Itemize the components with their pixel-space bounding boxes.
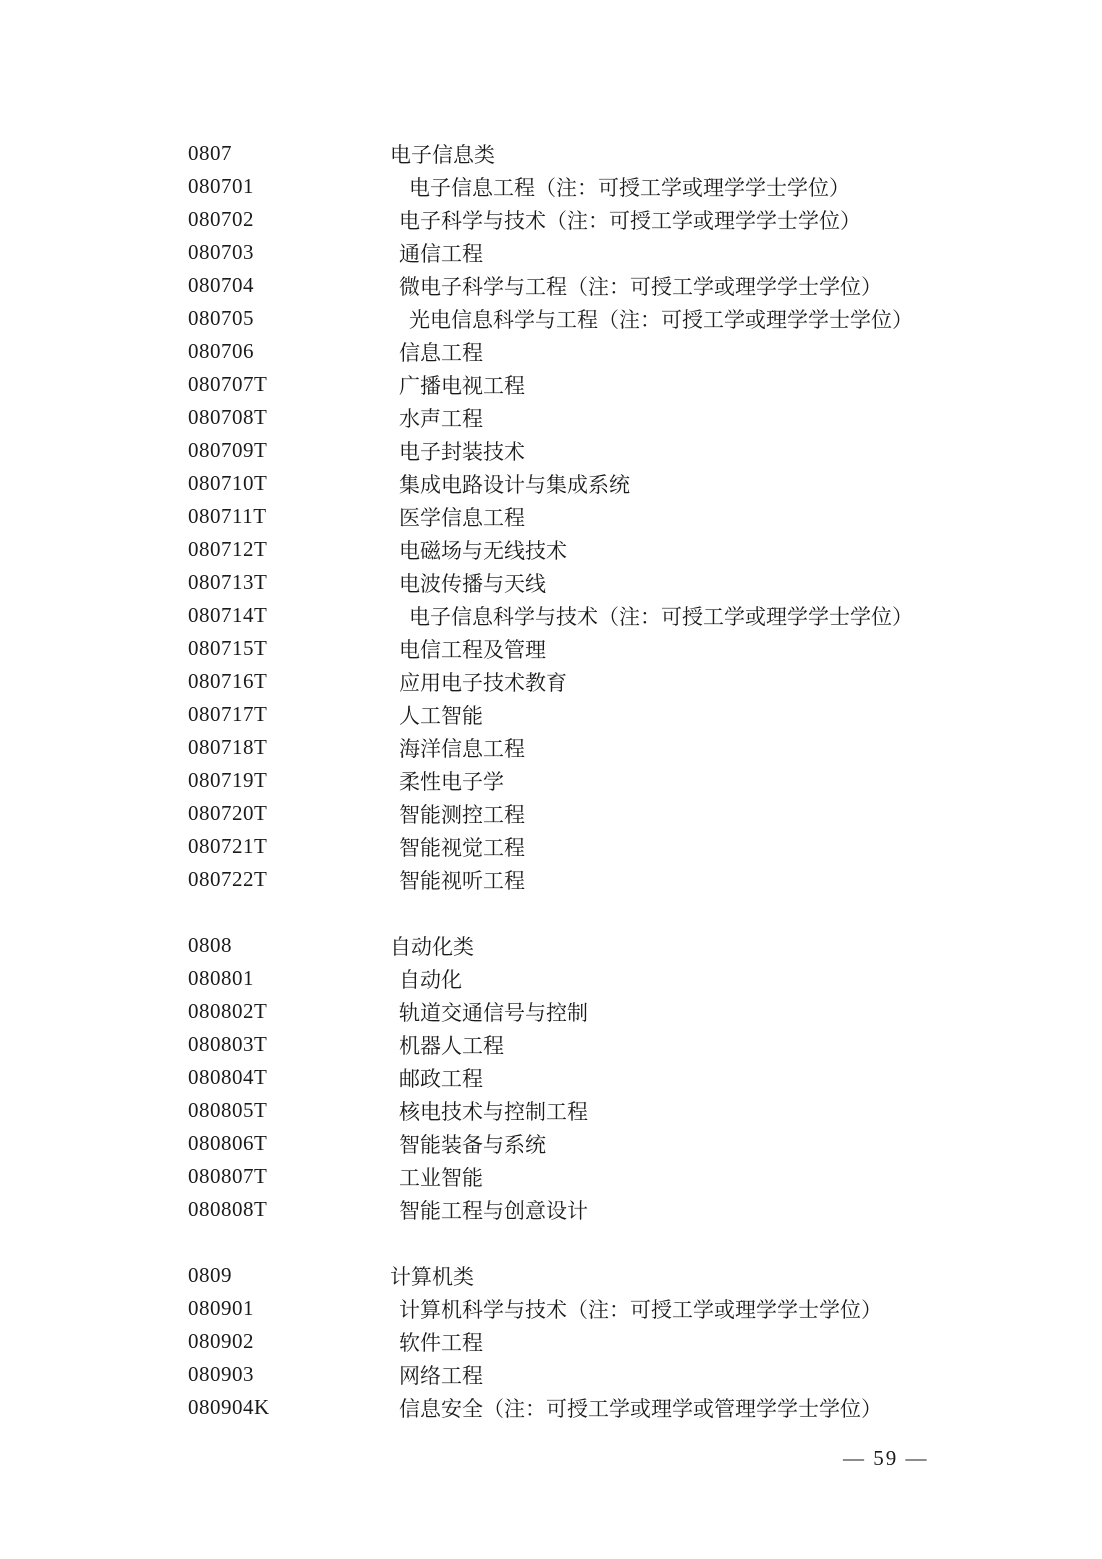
major-name: 应用电子技术教育 (399, 671, 567, 695)
major-name: 智能工程与创意设计 (399, 1199, 588, 1223)
major-name: 医学信息工程 (399, 506, 525, 530)
catalog-row (188, 1292, 1008, 1325)
major-code: 080904K (188, 1395, 270, 1419)
major-name: 计算机科学与技术（注：可授工学或理学学士学位） (399, 1298, 882, 1322)
catalog-row (188, 401, 1008, 434)
major-name: 智能视听工程 (399, 869, 525, 893)
major-code: 080722T (188, 867, 268, 891)
major-code: 080902 (188, 1329, 254, 1353)
major-code: 080713T (188, 570, 268, 594)
major-code: 080802T (188, 999, 268, 1023)
catalog-row (188, 566, 1008, 599)
major-catalog-list (188, 137, 1008, 1424)
major-code: 080701 (188, 174, 254, 198)
major-name: 智能测控工程 (399, 803, 525, 827)
major-code: 080703 (188, 240, 254, 264)
major-name: 水声工程 (399, 407, 483, 431)
catalog-row (188, 731, 1008, 764)
major-code: 080709T (188, 438, 268, 462)
catalog-row (188, 962, 1008, 995)
major-code: 080706 (188, 339, 254, 363)
major-name: 机器人工程 (399, 1034, 504, 1058)
major-code: 080808T (188, 1197, 268, 1221)
major-name: 微电子科学与工程（注：可授工学或理学学士学位） (399, 275, 882, 299)
major-name: 集成电路设计与集成系统 (399, 473, 630, 497)
catalog-row (188, 170, 1008, 203)
catalog-row (188, 632, 1008, 665)
catalog-row (188, 1094, 1008, 1127)
major-code: 080702 (188, 207, 254, 231)
category-row (188, 929, 1008, 962)
page-footer (843, 1446, 929, 1471)
catalog-row (188, 863, 1008, 896)
major-name: 光电信息科学与工程（注：可授工学或理学学士学位） (409, 308, 913, 332)
category-code: 0807 (188, 141, 232, 165)
major-code: 080720T (188, 801, 268, 825)
catalog-row (188, 830, 1008, 863)
major-name: 邮政工程 (399, 1067, 483, 1091)
catalog-row (188, 1028, 1008, 1061)
major-code: 080901 (188, 1296, 254, 1320)
major-code: 080714T (188, 603, 268, 627)
major-code: 080712T (188, 537, 268, 561)
major-code: 080716T (188, 669, 268, 693)
major-code: 080806T (188, 1131, 268, 1155)
major-code: 080707T (188, 372, 268, 396)
major-name: 人工智能 (399, 704, 483, 728)
major-name: 网络工程 (399, 1364, 483, 1388)
section-spacer (188, 1226, 1008, 1259)
major-name: 电波传播与天线 (399, 572, 546, 596)
catalog-row (188, 335, 1008, 368)
category-row (188, 1259, 1008, 1292)
major-code: 080903 (188, 1362, 254, 1386)
major-code: 080708T (188, 405, 268, 429)
catalog-row (188, 269, 1008, 302)
page-number: — 59 — (843, 1446, 929, 1470)
major-code: 080801 (188, 966, 254, 990)
category-code: 0809 (188, 1263, 232, 1287)
major-name: 信息安全（注：可授工学或理学或管理学学士学位） (399, 1397, 882, 1421)
major-name: 核电技术与控制工程 (399, 1100, 588, 1124)
major-code: 080719T (188, 768, 268, 792)
catalog-row (188, 1193, 1008, 1226)
major-name: 轨道交通信号与控制 (399, 1001, 588, 1025)
major-code: 080804T (188, 1065, 268, 1089)
catalog-row (188, 434, 1008, 467)
major-name: 电子科学与技术（注：可授工学或理学学士学位） (399, 209, 861, 233)
major-name: 通信工程 (399, 242, 483, 266)
catalog-row (188, 500, 1008, 533)
category-name: 电子信息类 (390, 143, 495, 167)
major-name: 柔性电子学 (399, 770, 504, 794)
major-name: 智能装备与系统 (399, 1133, 546, 1157)
major-name: 自动化 (399, 968, 462, 992)
major-code: 080803T (188, 1032, 268, 1056)
catalog-row (188, 698, 1008, 731)
catalog-row (188, 203, 1008, 236)
major-name: 智能视觉工程 (399, 836, 525, 860)
major-name: 电子信息科学与技术（注：可授工学或理学学士学位） (409, 605, 913, 629)
catalog-row (188, 302, 1008, 335)
catalog-row (188, 764, 1008, 797)
category-name: 计算机类 (390, 1265, 474, 1289)
major-name: 信息工程 (399, 341, 483, 365)
catalog-row (188, 995, 1008, 1028)
catalog-row (188, 1160, 1008, 1193)
major-code: 080807T (188, 1164, 268, 1188)
major-name: 电子信息工程（注：可授工学或理学学士学位） (409, 176, 850, 200)
major-code: 080721T (188, 834, 268, 858)
category-code: 0808 (188, 933, 232, 957)
major-code: 080710T (188, 471, 268, 495)
major-name: 广播电视工程 (399, 374, 525, 398)
major-name: 海洋信息工程 (399, 737, 525, 761)
major-name: 电磁场与无线技术 (399, 539, 567, 563)
catalog-row (188, 1061, 1008, 1094)
catalog-row (188, 1391, 1008, 1424)
major-name: 软件工程 (399, 1331, 483, 1355)
section-spacer (188, 896, 1008, 929)
category-row (188, 137, 1008, 170)
catalog-row (188, 665, 1008, 698)
category-name: 自动化类 (390, 935, 474, 959)
catalog-row (188, 533, 1008, 566)
catalog-row (188, 1325, 1008, 1358)
major-code: 080717T (188, 702, 268, 726)
catalog-row (188, 1127, 1008, 1160)
major-code: 080704 (188, 273, 254, 297)
major-code: 080718T (188, 735, 268, 759)
major-name: 电信工程及管理 (399, 638, 546, 662)
catalog-row (188, 236, 1008, 269)
major-code: 080711T (188, 504, 267, 528)
major-name: 工业智能 (399, 1166, 483, 1190)
catalog-row (188, 1358, 1008, 1391)
major-code: 080715T (188, 636, 268, 660)
catalog-row (188, 797, 1008, 830)
catalog-row (188, 467, 1008, 500)
major-code: 080805T (188, 1098, 268, 1122)
catalog-row (188, 599, 1008, 632)
major-code: 080705 (188, 306, 254, 330)
catalog-row (188, 368, 1008, 401)
major-name: 电子封装技术 (399, 440, 525, 464)
